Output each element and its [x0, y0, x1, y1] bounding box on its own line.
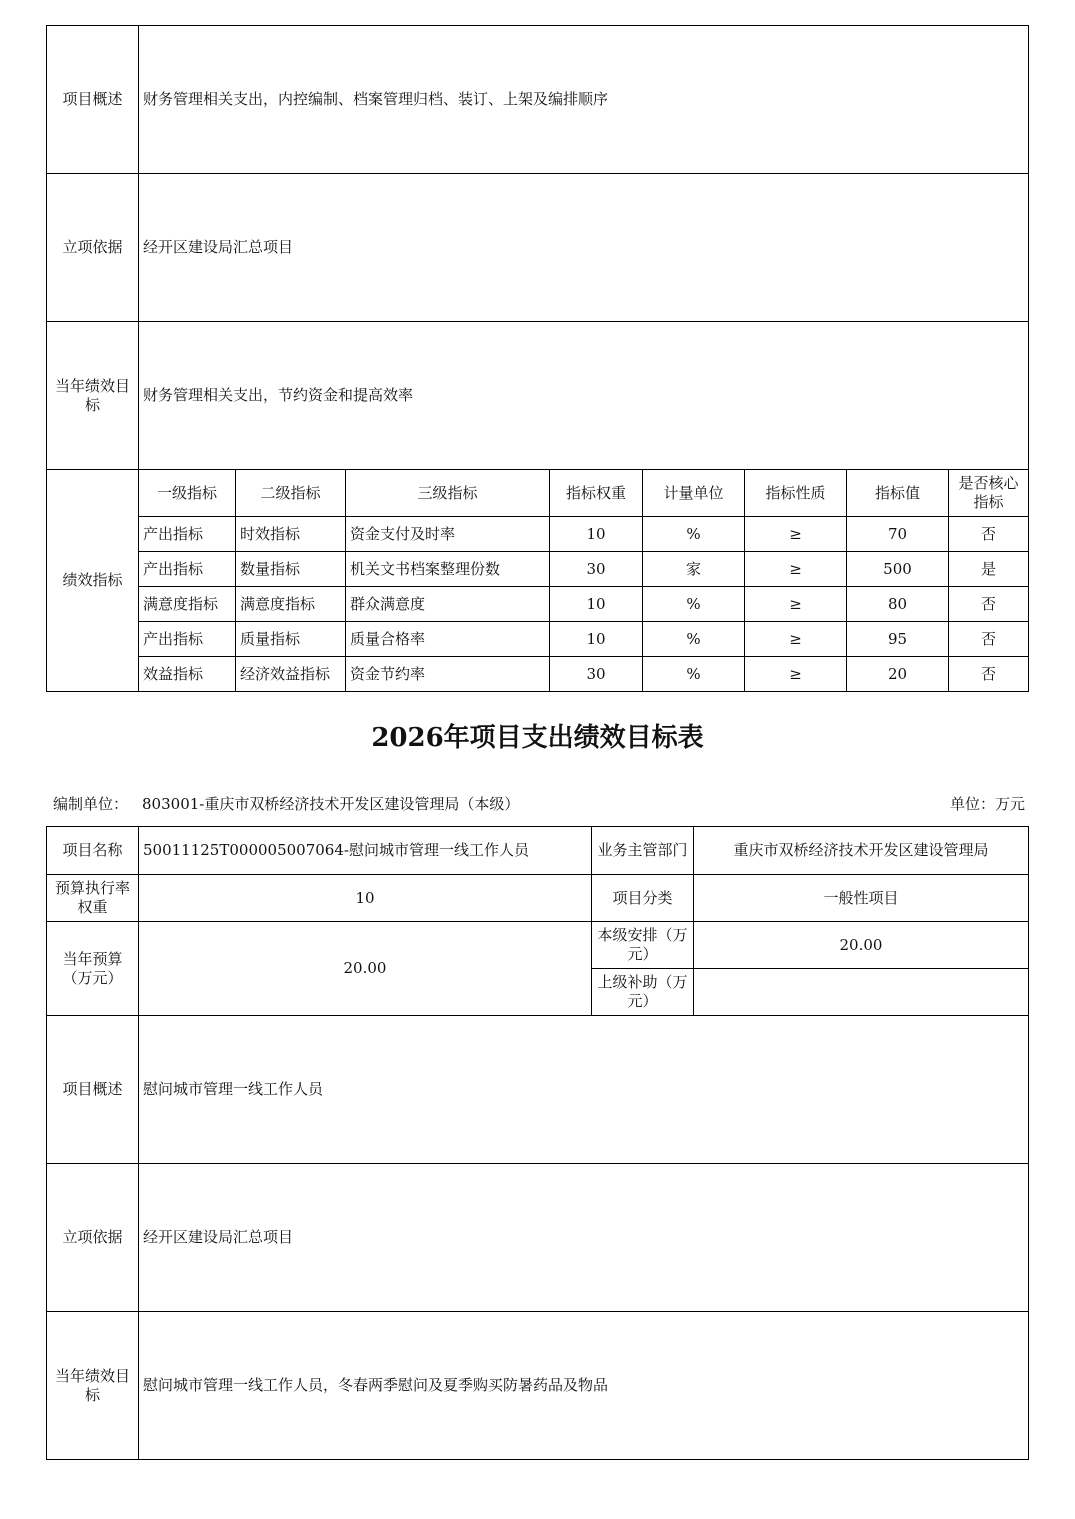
header-nature: 指标性质 — [745, 470, 847, 517]
compiling-unit-value: 803001-重庆市双桥经济技术开发区建设管理局（本级） — [142, 795, 520, 813]
cell-value: 20 — [847, 657, 949, 692]
cell-weight: 10 — [550, 517, 643, 552]
goal-value: 财务管理相关支出，节约资金和提高效率 — [139, 322, 1029, 470]
cell-unit: % — [643, 622, 745, 657]
exec-weight-value: 10 — [139, 875, 592, 922]
header-level1: 一级指标 — [139, 470, 236, 517]
table-row — [47, 587, 1029, 622]
subsidy-value — [694, 969, 1029, 1016]
cell-unit: % — [643, 587, 745, 622]
cell-unit: % — [643, 657, 745, 692]
local-label: 本级安排（万元） — [592, 922, 694, 969]
lower-overview-label: 项目概述 — [47, 1016, 139, 1164]
cell-unit: % — [643, 517, 745, 552]
lower-goal-label: 当年绩效目标 — [47, 1312, 139, 1460]
cell-level1: 产出指标 — [139, 552, 236, 587]
cell-level2: 质量指标 — [236, 622, 346, 657]
goal-label: 当年绩效目标 — [47, 322, 139, 470]
budget-value: 20.00 — [139, 922, 592, 1016]
cell-nature: ≥ — [745, 657, 847, 692]
category-label: 项目分类 — [592, 875, 694, 922]
header-value: 指标值 — [847, 470, 949, 517]
table-row — [47, 622, 1029, 657]
cell-level2: 经济效益指标 — [236, 657, 346, 692]
cell-core: 否 — [949, 587, 1029, 622]
cell-core: 否 — [949, 622, 1029, 657]
cell-level3: 资金支付及时率 — [346, 517, 550, 552]
cell-nature: ≥ — [745, 622, 847, 657]
cell-nature: ≥ — [745, 587, 847, 622]
category-value: 一般性项目 — [694, 875, 1029, 922]
cell-core: 否 — [949, 657, 1029, 692]
cell-value: 70 — [847, 517, 949, 552]
header-level3: 三级指标 — [346, 470, 550, 517]
cell-level3: 群众满意度 — [346, 587, 550, 622]
cell-level2: 时效指标 — [236, 517, 346, 552]
basis-label: 立项依据 — [47, 174, 139, 322]
cell-level3: 质量合格率 — [346, 622, 550, 657]
lower-table — [46, 826, 1029, 1460]
dept-value: 重庆市双桥经济技术开发区建设管理局 — [694, 827, 1029, 875]
cell-level3: 资金节约率 — [346, 657, 550, 692]
cell-core: 否 — [949, 517, 1029, 552]
cell-value: 95 — [847, 622, 949, 657]
compiling-unit — [53, 794, 519, 814]
table-row — [47, 552, 1029, 587]
cell-nature: ≥ — [745, 517, 847, 552]
project-name-label: 项目名称 — [47, 827, 139, 875]
header-unit: 计量单位 — [643, 470, 745, 517]
cell-level2: 数量指标 — [236, 552, 346, 587]
header-core: 是否核心指标 — [949, 470, 1029, 517]
subsidy-label: 上级补助（万元） — [592, 969, 694, 1016]
upper-table — [46, 25, 1029, 692]
cell-weight: 10 — [550, 622, 643, 657]
indicators-label: 绩效指标 — [47, 470, 139, 692]
overview-value: 财务管理相关支出，内控编制、档案管理归档、装订、上架及编排顺序 — [139, 26, 1029, 174]
page-title: 2026年项目支出绩效目标表 — [371, 723, 704, 753]
cell-unit: 家 — [643, 552, 745, 587]
basis-value: 经开区建设局汇总项目 — [139, 174, 1029, 322]
cell-core: 是 — [949, 552, 1029, 587]
indicator-header-row — [47, 470, 1029, 517]
cell-level1: 满意度指标 — [139, 587, 236, 622]
lower-goal-value: 慰问城市管理一线工作人员，冬春两季慰问及夏季购买防暑药品及物品 — [139, 1312, 1029, 1460]
currency-unit: 单位：万元 — [949, 795, 1025, 813]
project-name-value: 50011125T000005007064-慰问城市管理一线工作人员 — [139, 827, 592, 875]
cell-level3: 机关文书档案整理份数 — [346, 552, 550, 587]
lower-basis-value: 经开区建设局汇总项目 — [139, 1164, 1029, 1312]
dept-label: 业务主管部门 — [592, 827, 694, 875]
overview-label: 项目概述 — [47, 26, 139, 174]
table-row — [47, 657, 1029, 692]
header-level2: 二级指标 — [236, 470, 346, 517]
header-weight: 指标权重 — [550, 470, 643, 517]
cell-level1: 产出指标 — [139, 622, 236, 657]
cell-level1: 效益指标 — [139, 657, 236, 692]
cell-level2: 满意度指标 — [236, 587, 346, 622]
lower-overview-value: 慰问城市管理一线工作人员 — [139, 1016, 1029, 1164]
cell-value: 500 — [847, 552, 949, 587]
cell-weight: 30 — [550, 552, 643, 587]
cell-weight: 10 — [550, 587, 643, 622]
local-value: 20.00 — [694, 922, 1029, 969]
budget-label: 当年预算（万元） — [47, 922, 139, 1016]
cell-level1: 产出指标 — [139, 517, 236, 552]
table-row — [47, 517, 1029, 552]
cell-weight: 30 — [550, 657, 643, 692]
compiling-unit-label: 编制单位： — [53, 795, 129, 813]
exec-weight-label: 预算执行率权重 — [47, 875, 139, 922]
cell-value: 80 — [847, 587, 949, 622]
lower-basis-label: 立项依据 — [47, 1164, 139, 1312]
cell-nature: ≥ — [745, 552, 847, 587]
